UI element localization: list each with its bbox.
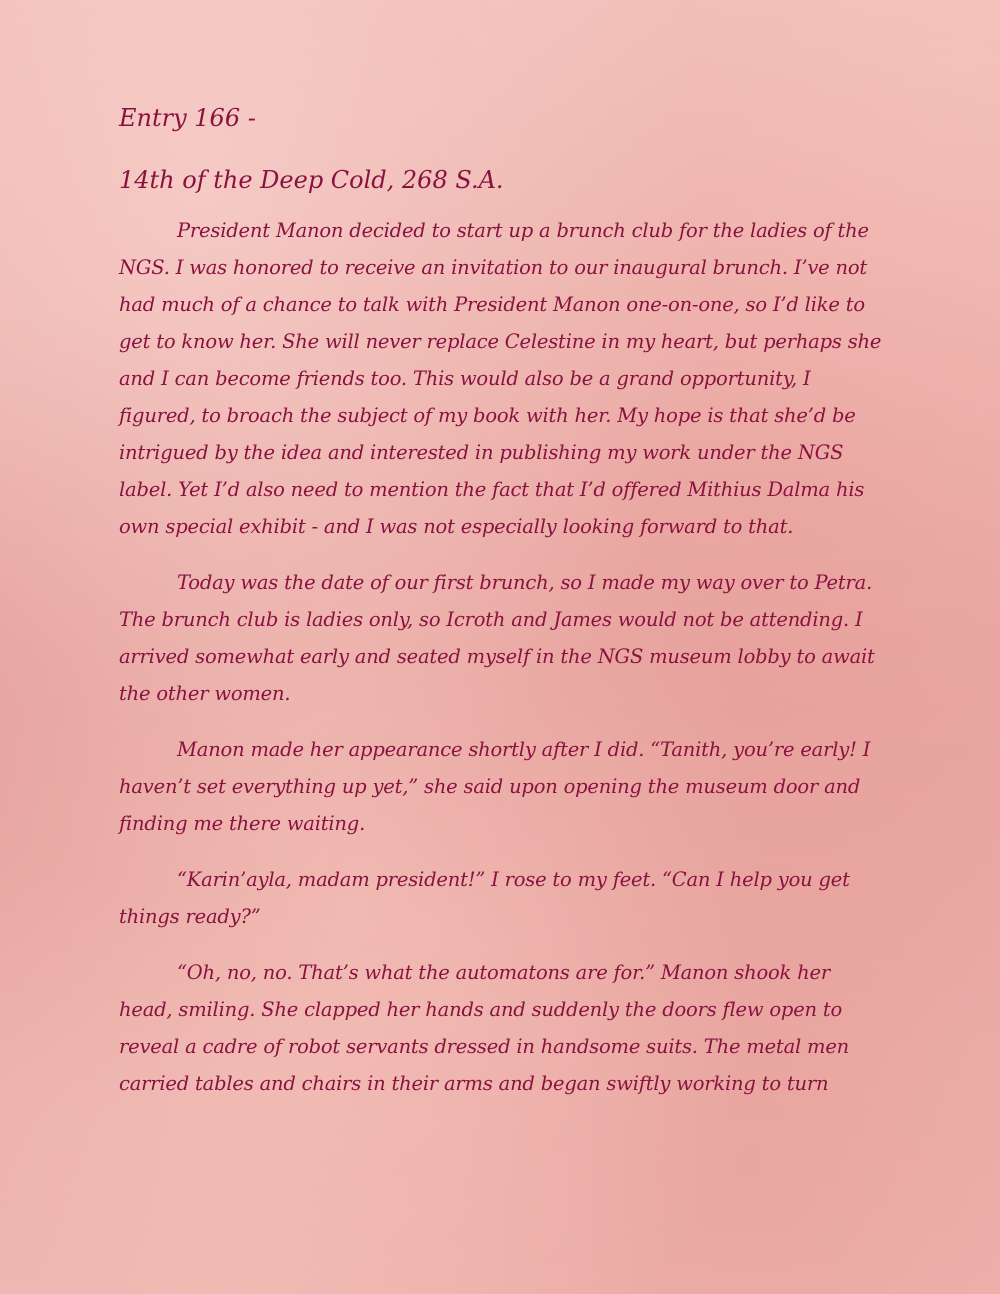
paragraph-1: President Manon decided to start up a brunch club for the ladies of the NGS. I was honored to receive an invitation to our inaugural brunch. I’ve not had much of a chance to talk with President Manon one-on-one, so I’d like to get to know her. She will never replace Celestine in my heart, but perhaps she and I can become friends too. This would also be a grand opportunity, I figured, to broach the subject of my book with her. My hope is that she’d be intrigued by the idea and interested in publishing my work under the NGS label. Yet I’d also need to mention the fact that I’d offered Mithius Dalma his own special exhibit - and I was not especially looking forward to that.	[119, 219, 882, 538]
paragraph-5: “Oh, no, no. That’s what the automatons are for.” Manon shook her head, smiling. She clapped her hands and suddenly the doors flew open to reveal a cadre of robot servants dressed in handsome suits. The metal men carried tables and chairs in their arms and began swiftly working to turn	[119, 961, 850, 1095]
journal-entry	[119, 96, 889, 1121]
paragraph-3: Manon made her appearance shortly after I did. “Tanith, you’re early! I haven’t set everything up yet,” she said upon opening the museum door and finding me there waiting.	[119, 738, 871, 835]
entry-title: Entry 166 -	[119, 104, 256, 132]
paragraph-4: “Karin’ayla, madam president!” I rose to my feet. “Can I help you get things ready?”	[119, 868, 850, 928]
entry-date: 14th of the Deep Cold, 268 S.A.	[119, 166, 504, 194]
paragraph-2: Today was the date of our first brunch, so I made my way over to Petra. The brunch club is ladies only, so Icroth and James would not be attending. I arrived somewhat early and seated myself in the NGS museum lobby to await the other women.	[119, 571, 875, 705]
